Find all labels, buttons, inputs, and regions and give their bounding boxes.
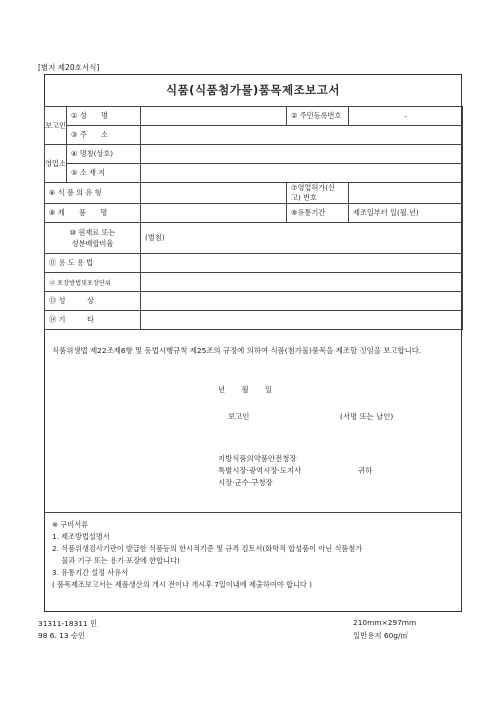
- product-name-label: ⑧ 제 품 명: [45, 204, 141, 223]
- documents-heading: ※ 구비서류: [52, 520, 89, 529]
- name-field[interactable]: [141, 107, 287, 126]
- company-label: ④ 명칭(상호): [67, 145, 141, 164]
- ingredients-label: [45, 223, 141, 254]
- documents-item-3: 3. 유통기간 설정 사유서: [52, 568, 129, 577]
- business-group-label: 영업소: [45, 145, 67, 183]
- address-label: ③ 주 소: [67, 126, 141, 145]
- recipient-line-3: 시장·군수·구청장: [218, 478, 273, 487]
- rrn-field[interactable]: [349, 107, 463, 126]
- license-label: ⑦영업허가(신고) 번호: [287, 183, 349, 204]
- recipient-line-1: 지방식품의약품안전청장: [218, 454, 297, 463]
- license-field[interactable]: [349, 183, 463, 204]
- rrn-label: ② 주민등록번호: [287, 107, 349, 126]
- recipient-line-2: 특별시장·광역시장·도지사: [218, 466, 302, 475]
- rrn-dash: -: [404, 111, 407, 121]
- recipient-block: [218, 453, 301, 489]
- form-number: [별지 제20호서식]: [38, 63, 100, 72]
- property-label: ⑬ 성 상: [45, 292, 141, 311]
- documents-item-1: 1. 제조방법설명서: [52, 532, 110, 541]
- shelf-life-field[interactable]: 제조일부터 일(월.년): [349, 204, 463, 223]
- footer-code: 31311-18311 민: [38, 619, 98, 628]
- date-line[interactable]: 년 월 일: [218, 385, 273, 394]
- reporter-line: 보고인: [228, 412, 250, 421]
- packaging-label: ⑫ 포장방법및포장단위: [45, 273, 141, 292]
- use-label: ⑪ 용 도 용 법: [45, 254, 141, 273]
- documents-item-2a: 2. 식품위생검사기관이 발급한 식품등의 한시적기준 및 규격 검토서(화학적 합성품이 아닌 식품첨가: [52, 544, 363, 553]
- recipient-honorific: 귀하: [358, 466, 373, 475]
- food-type-label: ⑥ 식 품 의 유 형: [45, 183, 141, 204]
- location-label: ⑤ 소 재 지: [67, 164, 141, 183]
- form-table: [44, 106, 463, 330]
- ingredients-field[interactable]: (별첨): [141, 223, 463, 254]
- other-field[interactable]: [141, 311, 463, 330]
- documents-item-2b: 물과 기구 또는 용기·포장에 한합니다): [52, 556, 180, 565]
- shelf-life-label: ⑨유통기간: [287, 204, 349, 223]
- company-field[interactable]: [141, 145, 463, 164]
- property-field[interactable]: [141, 292, 463, 311]
- packaging-field[interactable]: [141, 273, 463, 292]
- signature-hint[interactable]: (서명 또는 날인): [340, 412, 394, 421]
- location-field[interactable]: [141, 164, 463, 183]
- product-name-field[interactable]: [141, 204, 287, 223]
- declaration-text: 식품위생법 제22조제6항 및 동법시행규칙 제25조의 규정에 의하여 식품(첨가물)품목을 제조할 것임을 보고합니다.: [52, 346, 422, 355]
- form-title: 식품(식품첨가물)품목제조보고서: [165, 83, 341, 97]
- name-label: ① 성 명: [67, 107, 141, 126]
- footer-approval: 98 6. 13 승인: [38, 631, 86, 640]
- use-field[interactable]: [141, 254, 463, 273]
- food-type-field[interactable]: [141, 183, 287, 204]
- ingredients-label-line1: ⑩ 원재료 또는: [69, 228, 116, 237]
- ingredients-label-line2: 성분배합비율: [71, 239, 114, 248]
- documents-note: ( 품목제조보고서는 제품생산의 개시 전이나 개시후 7일이내에 제출하여야 합니다 ): [52, 580, 312, 589]
- footer-size: 210mm×297mm: [353, 618, 417, 627]
- address-field[interactable]: [141, 126, 463, 145]
- reporter-group-label: 보고인: [45, 107, 67, 145]
- footer-paper: 일반용지 60g/㎡: [353, 631, 408, 640]
- section-divider: [44, 512, 462, 513]
- other-label: ⑭ 기 타: [45, 311, 141, 330]
- required-documents: [52, 519, 457, 591]
